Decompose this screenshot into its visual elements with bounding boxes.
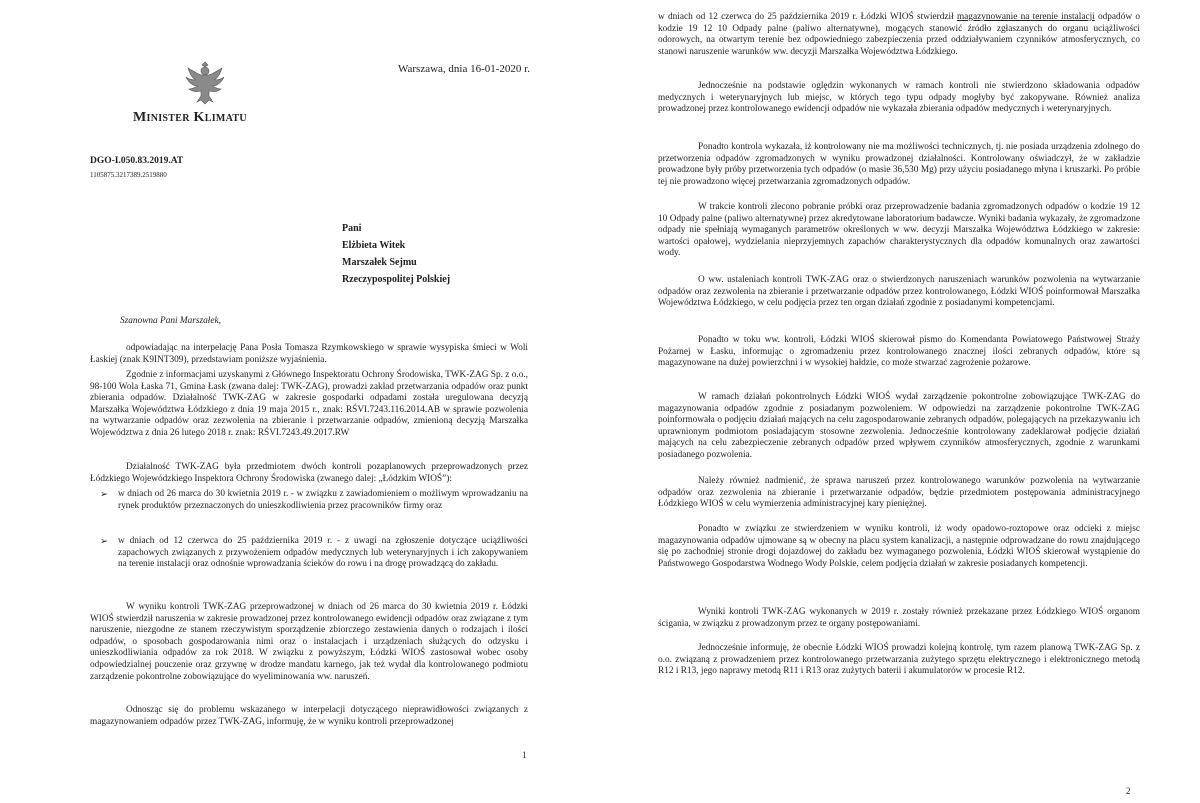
polish-eagle-emblem-icon bbox=[182, 58, 228, 108]
reference-code: 1105875.3217389.2519880 bbox=[90, 171, 167, 179]
list-item: w dniach od 26 marca do 30 kwietnia 2019 r. - w związku z zawiadomieniem o możliwym wprowadzaniu na rynek produktów przeznaczonych do unieszkodliwienia przez pracowników firmy oraz bbox=[118, 489, 528, 511]
paragraph: Ponadto w toku ww. kontroli, Łódzki WIOŚ skierował pismo do Komendanta Powiatowego Państwowej Straży Pożarnej w Łasku, informując o zgromadzeniu przez kontrolowanego znacznej ilości zebranych odpadów, które są magazynowane na dużej powierzchni i w wysokiej hałdzie, co może stwarzać zagrożenie pożarowe. bbox=[658, 335, 1140, 369]
paragraph: W wyniku kontroli TWK-ZAG przeprowadzonej w dniach od 26 marca do 30 kwietnia 2019 r. Łódzki WIOŚ stwierdził naruszenia w zakresie prowadzonej przez kontrolowanego ewidencji odpadów oraz związane z tym naruszenie, niezgodne ze stanem rzeczywistym sporządzenie zbiorczego zestawienia danych o rodzajach i ilości odpadów, o sposobach gospodarowania nimi oraz o instalacjach i urządzeniach służących do odzysku i unieszkodliwiania odpadów za rok 2018. W związku z powyższym, Łódzki WIOŚ zastosował wobec osoby odpowiedzialnej pouczenie oraz grzywnę w drodze mandatu karnego, jak też wydał dla kontrolowanego podmiotu zarządzenie pokontrolne zobowiązujące do wyeliminowania ww. naruszeń. bbox=[90, 602, 528, 682]
paragraph: W ramach działań pokontrolnych Łódzki WIOŚ wydał zarządzenie pokontrolne zobowiązujące TWK-ZAG do magazynowania odpadów zgodnie z posiadanym pozwoleniem. W odpowiedzi na zarządzenie pokontrolne TWK-ZAG poinformowała o podjęciu działań mających na celu zagospodarowanie zebranych odpadów, polegających na przekazywaniu ich uprawnionym podmiotom posiadającym stosowne zezwolenia. Jednocześnie kontrolowany zadeklarował podjęcie działań mających na celu zabezpieczenie zebranych odpadów przed wpływem czynników atmosferycznych, zgodnie z warunkami posiadanego pozwolenia. bbox=[658, 392, 1140, 460]
paragraph: Ponadto kontrola wykazała, iż kontrolowany nie ma możliwości technicznych, tj. nie posiada urządzenia zdolnego do przetworzenia odpadów zgromadzonych w wyniku prowadzonej działalności. Kontrolowany oświadczył, że w zakładzie prowadzone były próby przetworzenia tych odpadów (o masie 36,530 Mg) przy użyciu posiadanego młyna i kruszarki. Po próbie tej nie prowadzono więcej przetwarzania zgromadzonych odpadów. bbox=[658, 142, 1140, 187]
bullet-marker: ➢ bbox=[100, 490, 108, 500]
paragraph: Należy również nadmienić, że sprawa naruszeń przez kontrolowanego warunków pozwolenia na wytwarzanie odpadów oraz zezwolenia na zbieranie i przetwarzanie odpadów, będzie przedmiotem postępowania administracyjnego Łódzkiego WIOŚ w celu wymierzenia administracyjnej kary pieniężnej. bbox=[658, 476, 1140, 510]
paragraph-text: w dniach od 12 czerwca do 25 października 2019 r. Łódzki WIOŚ stwierdził bbox=[658, 12, 957, 22]
recipient-block bbox=[342, 220, 450, 288]
place-and-date: Warszawa, dnia 16-01-2020 r. bbox=[398, 63, 530, 75]
paragraph bbox=[658, 12, 1140, 58]
list-item: w dniach od 12 czerwca do 25 października 2019 r. - z uwagi na zgłoszenie dotyczące uciążliwości zapachowych związanych z przywożeniem odpadów medycznych lub weterynaryjnych i ich zakopywaniem na terenie instalacji oraz odnośnie wprowadzania ścieków do rowu i na drogę prowadzącą do zakładu. bbox=[118, 536, 528, 570]
salutation: Szanowna Pani Marszałek, bbox=[120, 316, 221, 326]
recipient-line: Marszałek Sejmu bbox=[342, 257, 417, 268]
recipient-line: Pani bbox=[342, 223, 362, 234]
paragraph: W trakcie kontroli zlecono pobranie próbki oraz przeprowadzenie badania zgromadzonych odpadów o kodzie 19 12 10 Odpady palne (paliwo alternatywne) przez akredytowane laboratorium badawcze. Wyniki badania wykazały, że zgromadzone odpady nie spełniają wymaganych parametrów określonych w ww. decyzji Marszałka Województwa Łódzkiego w zakresie: wartości opałowej, wydzielania nieprzyjemnych zapachów charakterystycznych dla odpadów komunalnych oraz zawartości wody. bbox=[658, 202, 1140, 259]
reference-number: DGO-I.050.83.2019.AT bbox=[90, 156, 184, 166]
paragraph: Jednocześnie na podstawie oględzin wykonanych w ramach kontroli nie stwierdzono składowania odpadów medycznych i weterynaryjnych lub miejsc, w których tego typu odpady mogłyby być zakopywane. Również analiza prowadzonej przez kontrolowanego ewidencji odpadów nie wykazała zbierania odpadów medycznych i weterynaryjnych. bbox=[658, 81, 1140, 115]
letter-page-2 bbox=[600, 0, 1200, 803]
paragraph: Odnosząc się do problemu wskazanego w interpelacji dotyczącego nieprawidłowości związanych z magazynowaniem odpadów przez TWK-ZAG, informuję, że w wyniku kontroli przeprowadzonej bbox=[90, 705, 528, 727]
ministry-title: Minister Klimatu bbox=[133, 110, 247, 125]
underlined-text: magazynowanie na terenie instalacji bbox=[956, 12, 1095, 22]
paragraph: Działalność TWK-ZAG była przedmiotem dwóch kontroli pozaplanowych przeprowadzonych przez Łódzkiego Wojewódzkiego Inspektora Ochrony Środowiska (zwanego dalej: „Łódzkim WIOŚ”): bbox=[90, 462, 528, 484]
recipient-line: Rzeczypospolitej Polskiej bbox=[342, 274, 451, 285]
paragraph: O ww. ustaleniach kontroli TWK-ZAG oraz o stwierdzonych naruszeniach warunków pozwolenia na wytwarzanie odpadów oraz zezwolenia na zbieranie i przetwarzanie odpadów przez kontrolowanego, Łódzki WIOŚ poinformował Marszałka Województwa Łódzkiego, w celu podjęcia przez ten organ działań zgodnie z posiadanymi kompetencjami. bbox=[658, 275, 1140, 309]
recipient-line: Elżbieta Witek bbox=[342, 240, 406, 251]
paragraph: Zgodnie z informacjami uzyskanymi z Głównego Inspektoratu Ochrony Środowiska, TWK-ZAG Sp. z o.o., 98-100 Wola Łaska 71, Gmina Łask (zwana dalej: TWK-ZAG), prowadzi zakład przetwarzania odpadów oraz punkt zbierania odpadów. Działalność TWK-ZAG w zakresie gospodarki odpadami została uregulowana decyzją Marszałka Województwa Łódzkiego z dnia 19 maja 2015 r., znak: RŚVI.7243.116.2014.AB w sprawie pozwolenia na wytwarzanie odpadów oraz zezwolenia na zbieranie i przetwarzanie odpadów, zmienioną decyzją Marszałka Województwa z dnia 26 lutego 2018 r. znak: RŚVI.7243.49.2017.RW bbox=[90, 370, 528, 438]
paragraph: Jednocześnie informuję, że obecnie Łódzki WIOŚ prowadzi kolejną kontrolę, tym razem planową TWK-ZAG Sp. z o.o. związaną z prowadzeniem przez kontrolowanego przetwarzania zużytego sprzętu elektrycznego i elektronicznego metodą R12 i R13, jego naprawy metodą R11 i R13 oraz zużytych baterii i akumulatorów w procesie R12. bbox=[658, 643, 1140, 677]
paragraph-text: odpadów o kodzie 19 12 10 Odpady palne (paliwo alternatywne), mogących stanowić źródło zgłaszanych do organu uciążliwości odorowych, na otwartym terenie bez odpowiedniego zabezpieczenia przed oddziaływaniem czynników atmosferycznych, co stanowi naruszenie warunków ww. decyzji Marszałka Województwa Łódzkiego. bbox=[658, 12, 1140, 57]
paragraph: odpowiadając na interpelację Pana Posła Tomasza Rzymkowskiego w sprawie wysypiska śmieci w Woli Łaskiej (znak K9INT309), przedstawiam poniższe wyjaśnienia. bbox=[90, 343, 528, 365]
page-number: 2 bbox=[1126, 786, 1131, 796]
bullet-marker: ➢ bbox=[100, 537, 108, 547]
page-number: 1 bbox=[522, 750, 527, 760]
paragraph: Wyniki kontroli TWK-ZAG wykonanych w 2019 r. zostały również przekazane przez Łódzkiego WIOŚ organom ścigania, w związku z prowadzonym przez te organy postępowaniami. bbox=[658, 607, 1140, 629]
paragraph: Ponadto w związku ze stwierdzeniem w wyniku kontroli, iż wody opadowo-roztopowe oraz odcieki z miejsc magazynowania odpadów ujmowane są w obecny na placu system kanalizacji, a następnie odprowadzane do rowu znajdującego się po zachodniej stronie drogi dojazdowej do zakładu bez wymaganego pozwolenia, Łódzki WIOŚ skierował wystąpienie do Państwowego Gospodarstwa Wodnego Wody Polskie, celem podjęcia działań w zakresie posiadanych kompetencji. bbox=[658, 524, 1140, 569]
